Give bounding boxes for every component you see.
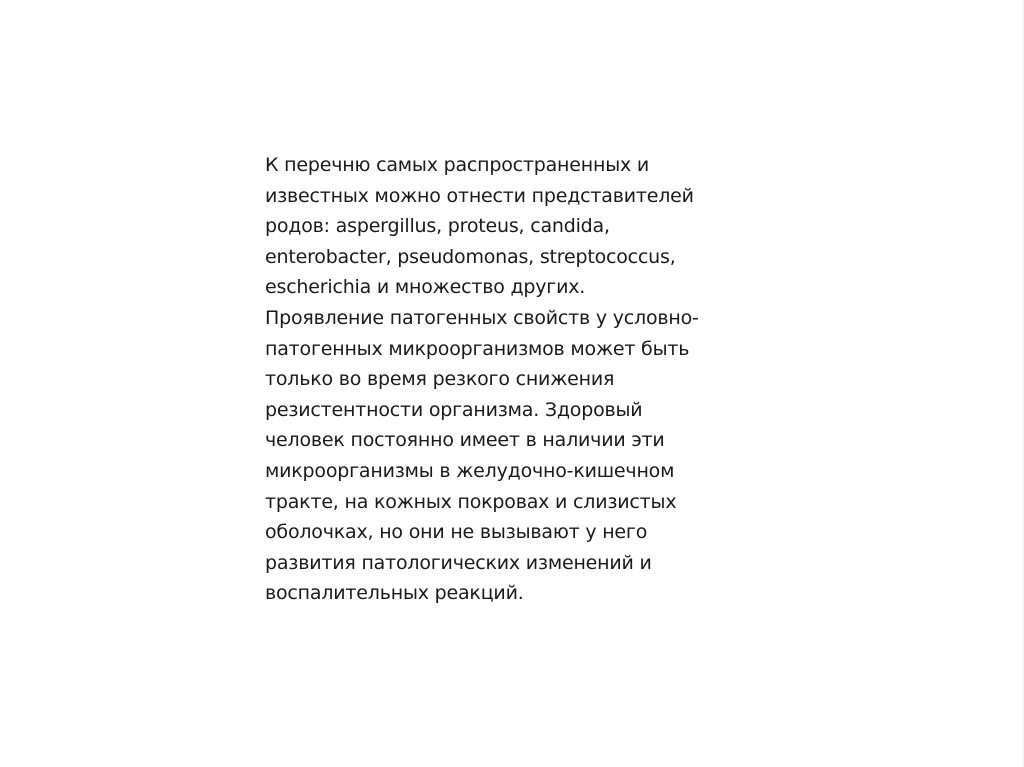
text-line: воспалительных реакций. bbox=[265, 582, 524, 605]
text-line: оболочках, но они не вызывают у него bbox=[265, 521, 648, 544]
text-line: резистентности организма. Здоровый bbox=[265, 398, 643, 421]
text-line: К перечню самых распространенных и bbox=[265, 154, 650, 176]
text-line: Проявление патогенных свойств у условно- bbox=[265, 306, 699, 329]
text-line: патогенных микроорганизмов может быть bbox=[265, 337, 690, 360]
text-line: развития патологических изменений и bbox=[265, 551, 652, 574]
text-line: родов: aspergillus, proteus, candida, bbox=[265, 215, 610, 238]
text-line: только во время резкого снижения bbox=[265, 368, 615, 391]
text-line: enterobacter, pseudomonas, streptococcus, bbox=[265, 245, 676, 268]
text-line: известных можно отнести представителей bbox=[265, 184, 694, 207]
text-line: микроорганизмы в желудочно-кишечном bbox=[265, 459, 675, 482]
text-line: escherichia и множество других. bbox=[265, 276, 586, 299]
text-line: тракте, на кожных покровах и слизистых bbox=[265, 490, 677, 513]
body-text bbox=[265, 150, 765, 609]
text-line: человек постоянно имеет в наличии эти bbox=[265, 429, 665, 452]
